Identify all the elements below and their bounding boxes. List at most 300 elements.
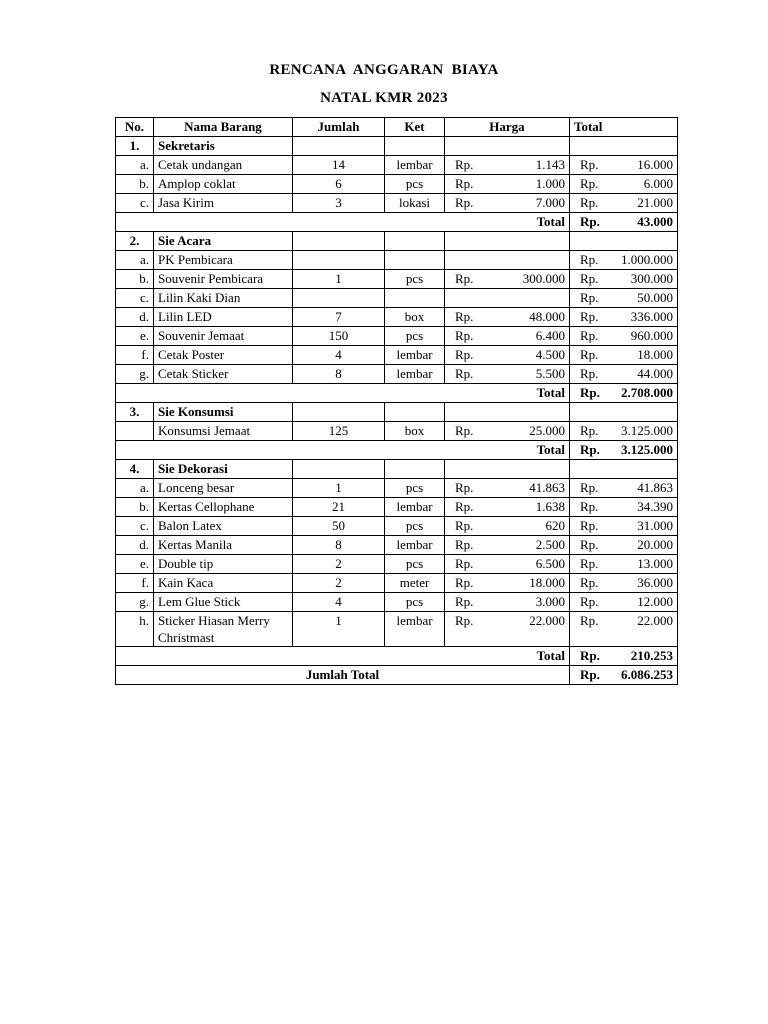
empty-cell — [445, 403, 570, 422]
item-letter: g. — [116, 365, 154, 384]
item-letter: b. — [116, 175, 154, 194]
section-name: Sie Acara — [154, 232, 293, 251]
item-name: PK Pembicara — [154, 251, 293, 270]
item-price — [445, 346, 570, 365]
item-unit: lembar — [385, 536, 445, 555]
section-total-row — [116, 213, 678, 232]
grand-total-amount: 6.086.253 — [621, 667, 673, 682]
item-total — [570, 555, 678, 574]
empty-cell — [570, 137, 678, 156]
empty-cell — [293, 460, 385, 479]
currency-label: Rp. — [580, 442, 600, 457]
item-quantity: 8 — [293, 365, 385, 384]
item-price-value — [449, 612, 565, 629]
currency-label: Rp. — [580, 290, 599, 305]
item-price — [445, 365, 570, 384]
empty-cell — [445, 232, 570, 251]
currency-label: Rp. — [580, 648, 600, 663]
item-price — [445, 327, 570, 346]
currency-label: Rp. — [455, 499, 474, 514]
item-unit: pcs — [385, 327, 445, 346]
item-price — [445, 536, 570, 555]
item-total-value — [574, 593, 673, 610]
grand-total — [570, 666, 678, 685]
item-total-value — [574, 346, 673, 363]
item-price-amount: 3.000 — [535, 594, 565, 609]
item-price — [445, 308, 570, 327]
currency-label: Rp. — [580, 518, 599, 533]
item-name: Jasa Kirim — [154, 194, 293, 213]
item-unit — [385, 289, 445, 308]
table-row — [116, 593, 678, 612]
item-letter: e. — [116, 555, 154, 574]
item-price-value — [449, 365, 565, 382]
currency-label: Rp. — [455, 195, 474, 210]
item-unit: lembar — [385, 156, 445, 175]
item-unit: pcs — [385, 479, 445, 498]
item-total-value — [574, 251, 673, 268]
item-total-amount: 336.000 — [630, 309, 673, 324]
item-price — [445, 175, 570, 194]
item-total-value — [574, 555, 673, 572]
item-total-value — [574, 308, 673, 325]
item-total — [570, 536, 678, 555]
item-total-value — [574, 289, 673, 306]
section-total-value — [574, 647, 673, 664]
item-letter: c. — [116, 194, 154, 213]
currency-label: Rp. — [455, 157, 474, 172]
item-total — [570, 517, 678, 536]
item-total — [570, 156, 678, 175]
grand-total-row — [116, 666, 678, 685]
item-price-amount: 2.500 — [535, 537, 565, 552]
section-name: Sekretaris — [154, 137, 293, 156]
section-header-row — [116, 403, 678, 422]
item-letter: d. — [116, 536, 154, 555]
item-name: Konsumsi Jemaat — [154, 422, 293, 441]
item-price — [445, 156, 570, 175]
item-total-amount: 16.000 — [637, 157, 673, 172]
section-total-row — [116, 647, 678, 666]
currency-label: Rp. — [455, 176, 474, 191]
item-total — [570, 479, 678, 498]
header-ket: Ket — [385, 118, 445, 137]
item-price-value — [449, 593, 565, 610]
item-price-value — [449, 574, 565, 591]
section-number: 2. — [116, 232, 154, 251]
currency-label: Rp. — [580, 157, 599, 172]
item-price — [445, 251, 570, 270]
currency-label: Rp. — [580, 252, 599, 267]
section-total-row — [116, 441, 678, 460]
item-price — [445, 270, 570, 289]
currency-label: Rp. — [455, 613, 474, 628]
item-price — [445, 612, 570, 647]
currency-label: Rp. — [455, 556, 474, 571]
item-price — [445, 422, 570, 441]
item-price-amount: 1.143 — [535, 157, 565, 172]
item-quantity: 14 — [293, 156, 385, 175]
document-title: RENCANA ANGGARAN BIAYA — [269, 62, 499, 78]
table-row — [116, 498, 678, 517]
item-price-amount: 300.000 — [522, 271, 565, 286]
item-name: Lilin LED — [154, 308, 293, 327]
item-total — [570, 194, 678, 213]
empty-cell — [570, 232, 678, 251]
item-total — [570, 308, 678, 327]
item-letter: c. — [116, 289, 154, 308]
item-total-value — [574, 536, 673, 553]
item-price-amount: 41.863 — [529, 480, 565, 495]
empty-cell — [293, 137, 385, 156]
item-name: Amplop coklat — [154, 175, 293, 194]
item-name: Kertas Manila — [154, 536, 293, 555]
item-quantity — [293, 289, 385, 308]
currency-label: Rp. — [580, 214, 600, 229]
item-price-value — [449, 156, 565, 173]
section-total-value — [574, 384, 673, 401]
item-total — [570, 574, 678, 593]
item-name: Lem Glue Stick — [154, 593, 293, 612]
item-total-value — [574, 327, 673, 344]
empty-cell — [293, 403, 385, 422]
currency-label: Rp. — [580, 667, 600, 682]
item-price — [445, 517, 570, 536]
currency-label: Rp. — [455, 423, 474, 438]
item-total-amount: 3.125.000 — [621, 423, 673, 438]
item-price-amount: 25.000 — [529, 423, 565, 438]
item-unit: pcs — [385, 593, 445, 612]
section-total-row — [116, 384, 678, 403]
item-unit: pcs — [385, 270, 445, 289]
currency-label: Rp. — [580, 499, 599, 514]
item-price-value — [449, 422, 565, 439]
item-total-amount: 34.390 — [637, 499, 673, 514]
item-price-amount: 5.500 — [535, 366, 565, 381]
item-unit: pcs — [385, 517, 445, 536]
item-letter: d. — [116, 308, 154, 327]
table-row — [116, 327, 678, 346]
empty-cell — [445, 460, 570, 479]
item-price-value — [449, 175, 565, 192]
item-total-amount: 41.863 — [637, 480, 673, 495]
table-row — [116, 346, 678, 365]
table-row — [116, 422, 678, 441]
item-unit: meter — [385, 574, 445, 593]
section-total — [570, 647, 678, 666]
item-price-amount: 18.000 — [529, 575, 565, 590]
header-jumlah: Jumlah — [293, 118, 385, 137]
item-quantity: 2 — [293, 574, 385, 593]
item-price-value — [449, 517, 565, 534]
item-unit: box — [385, 422, 445, 441]
empty-cell — [385, 137, 445, 156]
table-row — [116, 555, 678, 574]
item-price — [445, 555, 570, 574]
item-name: Balon Latex — [154, 517, 293, 536]
currency-label: Rp. — [455, 518, 474, 533]
grand-total-value — [574, 666, 673, 683]
item-total — [570, 270, 678, 289]
item-quantity: 7 — [293, 308, 385, 327]
item-total — [570, 593, 678, 612]
empty-cell — [570, 460, 678, 479]
item-unit: pcs — [385, 555, 445, 574]
item-quantity: 21 — [293, 498, 385, 517]
currency-label: Rp. — [580, 347, 599, 362]
item-total — [570, 289, 678, 308]
header-nama-barang: Nama Barang — [154, 118, 293, 137]
item-price-amount: 22.000 — [529, 613, 565, 628]
table-row — [116, 289, 678, 308]
item-total — [570, 365, 678, 384]
section-total-amount: 210.253 — [630, 648, 673, 663]
empty-cell — [445, 137, 570, 156]
item-unit: box — [385, 308, 445, 327]
currency-label: Rp. — [580, 176, 599, 191]
currency-label: Rp. — [455, 347, 474, 362]
item-name: Kain Kaca — [154, 574, 293, 593]
item-total-value — [574, 175, 673, 192]
currency-label: Rp. — [580, 613, 599, 628]
item-price — [445, 289, 570, 308]
table-row — [116, 574, 678, 593]
item-unit: lembar — [385, 365, 445, 384]
header-total: Total — [570, 118, 678, 137]
currency-label: Rp. — [580, 480, 599, 495]
section-total-amount: 2.708.000 — [621, 385, 673, 400]
item-name: Kertas Cellophane — [154, 498, 293, 517]
header-no: No. — [116, 118, 154, 137]
item-quantity: 4 — [293, 346, 385, 365]
currency-label: Rp. — [580, 556, 599, 571]
item-total-amount: 18.000 — [637, 347, 673, 362]
item-total-amount: 12.000 — [637, 594, 673, 609]
item-price — [445, 194, 570, 213]
item-letter: h. — [116, 612, 154, 647]
currency-label: Rp. — [455, 271, 474, 286]
item-quantity: 1 — [293, 612, 385, 647]
empty-cell — [293, 232, 385, 251]
item-letter: a. — [116, 479, 154, 498]
item-total-amount: 960.000 — [630, 328, 673, 343]
currency-label: Rp. — [580, 575, 599, 590]
item-name: Lilin Kaki Dian — [154, 289, 293, 308]
item-price-value — [449, 498, 565, 515]
item-total-value — [574, 422, 673, 439]
item-unit: lokasi — [385, 194, 445, 213]
currency-label: Rp. — [455, 309, 474, 324]
header-harga: Harga — [445, 118, 570, 137]
table-row — [116, 156, 678, 175]
table-row — [116, 517, 678, 536]
table-row — [116, 194, 678, 213]
item-letter: g. — [116, 593, 154, 612]
item-total-amount: 21.000 — [637, 195, 673, 210]
item-total — [570, 346, 678, 365]
currency-label: Rp. — [455, 480, 474, 495]
item-price-amount: 4.500 — [535, 347, 565, 362]
item-letter: f. — [116, 346, 154, 365]
item-total-value — [574, 612, 673, 629]
currency-label: Rp. — [580, 328, 599, 343]
section-total-value — [574, 441, 673, 458]
section-header-row — [116, 460, 678, 479]
item-total — [570, 498, 678, 517]
item-letter: a. — [116, 251, 154, 270]
item-price-amount: 1.000 — [535, 176, 565, 191]
item-price — [445, 479, 570, 498]
item-total-value — [574, 517, 673, 534]
item-total-value — [574, 156, 673, 173]
item-price-value — [449, 536, 565, 553]
item-total-amount: 1.000.000 — [621, 252, 673, 267]
item-quantity: 2 — [293, 555, 385, 574]
item-price — [445, 574, 570, 593]
item-price-amount: 620 — [545, 518, 565, 533]
item-price-value — [449, 346, 565, 363]
section-total-label: Total — [116, 647, 570, 666]
currency-label: Rp. — [455, 537, 474, 552]
item-total-value — [574, 365, 673, 382]
item-total — [570, 175, 678, 194]
section-name: Sie Dekorasi — [154, 460, 293, 479]
item-unit: lembar — [385, 346, 445, 365]
table-row — [116, 308, 678, 327]
item-name: Double tip — [154, 555, 293, 574]
item-letter — [116, 422, 154, 441]
item-total-value — [574, 498, 673, 515]
item-letter: e. — [116, 327, 154, 346]
item-quantity: 150 — [293, 327, 385, 346]
table-row — [116, 251, 678, 270]
item-name: Souvenir Jemaat — [154, 327, 293, 346]
item-unit: pcs — [385, 175, 445, 194]
currency-label: Rp. — [580, 423, 599, 438]
table-row — [116, 612, 678, 647]
item-quantity: 6 — [293, 175, 385, 194]
item-unit: lembar — [385, 612, 445, 647]
item-unit — [385, 251, 445, 270]
table-body — [116, 137, 678, 685]
item-price-value — [449, 308, 565, 325]
currency-label: Rp. — [580, 537, 599, 552]
item-quantity — [293, 251, 385, 270]
grand-total-label: Jumlah Total — [116, 666, 570, 685]
section-total — [570, 441, 678, 460]
section-name: Sie Konsumsi — [154, 403, 293, 422]
table-row — [116, 479, 678, 498]
item-letter: b. — [116, 498, 154, 517]
item-total-value — [574, 270, 673, 287]
item-price-amount: 6.500 — [535, 556, 565, 571]
item-price — [445, 593, 570, 612]
empty-cell — [385, 460, 445, 479]
section-number: 3. — [116, 403, 154, 422]
item-total-amount: 22.000 — [637, 613, 673, 628]
currency-label: Rp. — [455, 575, 474, 590]
item-total-amount: 13.000 — [637, 556, 673, 571]
item-total — [570, 612, 678, 647]
currency-label: Rp. — [455, 328, 474, 343]
item-total-amount: 300.000 — [630, 271, 673, 286]
budget-table — [115, 117, 678, 685]
item-name: Cetak Sticker — [154, 365, 293, 384]
item-total — [570, 327, 678, 346]
table-row — [116, 270, 678, 289]
item-total — [570, 422, 678, 441]
item-name: Lonceng besar — [154, 479, 293, 498]
currency-label: Rp. — [580, 271, 599, 286]
item-total-amount: 31.000 — [637, 518, 673, 533]
section-header-row — [116, 232, 678, 251]
item-price — [445, 498, 570, 517]
item-total-amount: 6.000 — [643, 176, 673, 191]
item-total-amount: 44.000 — [637, 366, 673, 381]
item-unit: lembar — [385, 498, 445, 517]
item-quantity: 50 — [293, 517, 385, 536]
section-total-value — [574, 213, 673, 230]
item-total-value — [574, 574, 673, 591]
section-header-row — [116, 137, 678, 156]
section-total — [570, 384, 678, 403]
item-quantity: 125 — [293, 422, 385, 441]
item-price-value — [449, 327, 565, 344]
item-total — [570, 251, 678, 270]
currency-label: Rp. — [580, 385, 600, 400]
table-row — [116, 365, 678, 384]
section-total-amount: 43.000 — [637, 214, 673, 229]
item-price-amount: 1.638 — [535, 499, 565, 514]
currency-label: Rp. — [580, 195, 599, 210]
item-name: Sticker Hiasan Merry Christmast — [154, 612, 293, 647]
item-letter: c. — [116, 517, 154, 536]
empty-cell — [385, 232, 445, 251]
table-row — [116, 175, 678, 194]
item-quantity: 8 — [293, 536, 385, 555]
item-price-amount: 7.000 — [535, 195, 565, 210]
item-total-amount: 20.000 — [637, 537, 673, 552]
empty-cell — [570, 403, 678, 422]
item-quantity: 3 — [293, 194, 385, 213]
section-total-label: Total — [116, 213, 570, 232]
section-total-label: Total — [116, 384, 570, 403]
item-quantity: 4 — [293, 593, 385, 612]
currency-label: Rp. — [580, 366, 599, 381]
item-total-amount: 50.000 — [637, 290, 673, 305]
currency-label: Rp. — [455, 594, 474, 609]
section-total-amount: 3.125.000 — [621, 442, 673, 457]
section-total-label: Total — [116, 441, 570, 460]
table-row — [116, 536, 678, 555]
item-name: Souvenir Pembicara — [154, 270, 293, 289]
document-subtitle: NATAL KMR 2023 — [320, 90, 448, 106]
currency-label: Rp. — [580, 594, 599, 609]
item-total-amount: 36.000 — [637, 575, 673, 590]
section-total — [570, 213, 678, 232]
currency-label: Rp. — [580, 309, 599, 324]
item-price-value — [449, 270, 565, 287]
item-price-value — [449, 555, 565, 572]
empty-cell — [385, 403, 445, 422]
section-number: 4. — [116, 460, 154, 479]
item-quantity: 1 — [293, 270, 385, 289]
item-price-value — [449, 194, 565, 211]
item-price-amount: 48.000 — [529, 309, 565, 324]
item-name: Cetak Poster — [154, 346, 293, 365]
item-letter: f. — [116, 574, 154, 593]
item-total-value — [574, 194, 673, 211]
